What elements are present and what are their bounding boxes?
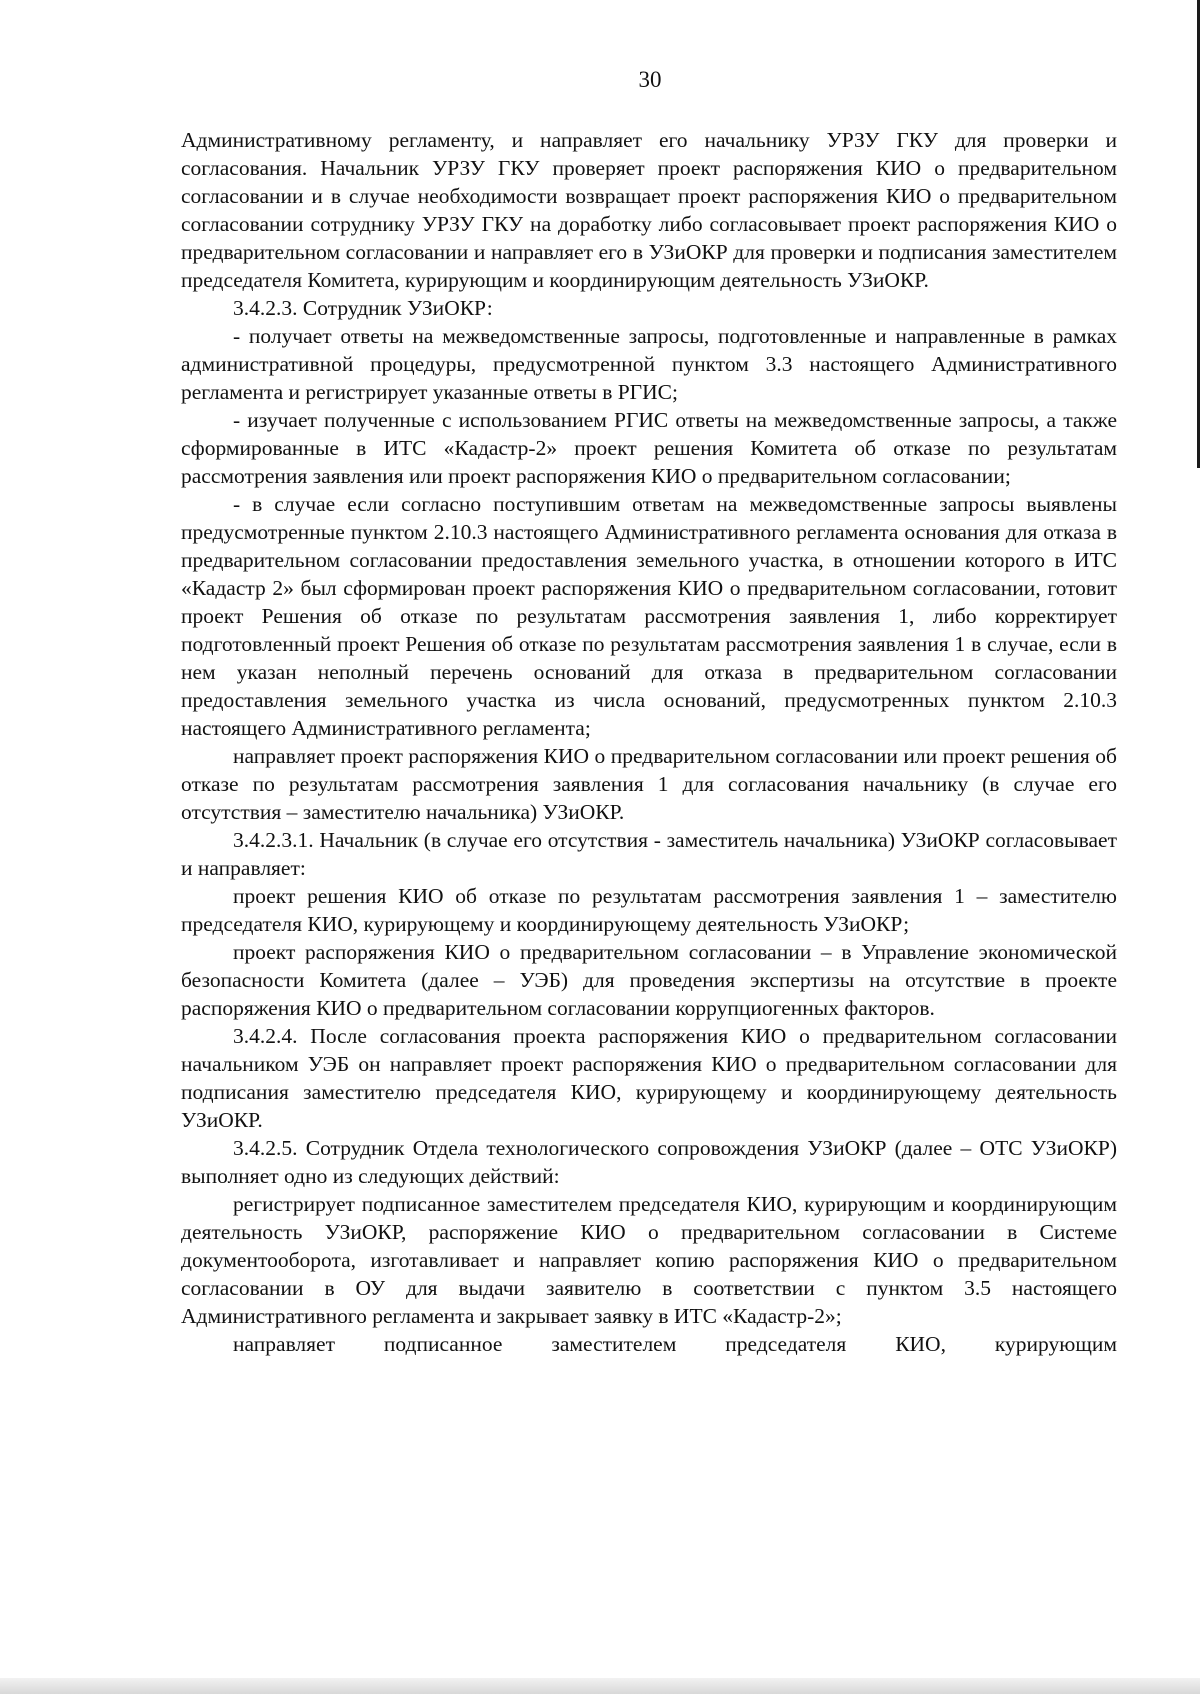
paragraph-studies-answers: - изучает полученные с использованием РГИС ответы на межведомственные запросы, а также сформированные в ИТС «Кадастр-2» проект решения Комитета об отказе по результатам рассмотрения заявления или проект распоряжения КИО о предварительном согласовании;: [181, 408, 1117, 488]
paragraph-section-3-4-2-5: 3.4.2.5. Сотрудник Отдела технологического сопровождения УЗиОКР (далее – ОТС УЗиОКР) выполняет одно из следующих действий:: [181, 1136, 1117, 1188]
paragraph-receives-answers: - получает ответы на межведомственные запросы, подготовленные и направленные в рамках административной процедуры, предусмотренной пунктом 3.3 настоящего Административного регламента и регистрирует указанные ответы в РГИС;: [181, 324, 1117, 404]
paragraph-sends-signed: направляет подписанное заместителем председателя КИО, курирующим: [233, 1332, 1117, 1356]
paragraph-sends-project: направляет проект распоряжения КИО о предварительном согласовании или проект решения об отказе по результатам рассмотрения заявления 1 для согласования начальнику (в случае его отсутствия – заместителю начальника) УЗиОКР.: [181, 744, 1117, 824]
paragraph-section-3-4-2-3-1: 3.4.2.3.1. Начальник (в случае его отсутствия - заместитель начальника) УЗиОКР согласовывает и направляет:: [181, 828, 1117, 880]
paragraph-section-3-4-2-4: 3.4.2.4. После согласования проекта распоряжения КИО о предварительном согласовании начальником УЭБ он направляет проект распоряжения КИО о предварительном согласовании для подписания заместителю председателя КИО, курирующему и координирующему деятельность УЗиОКР.: [181, 1024, 1117, 1132]
paragraph-refusal-grounds: - в случае если согласно поступившим ответам на межведомственные запросы выявлены предусмотренные пунктом 2.10.3 настоящего Административного регламента основания для отказа в предварительном согласовании предоставления земельного участка, в отношении которого в ИТС «Кадастр 2» был сформирован проект распоряжения КИО о предварительном согласовании, готовит проект Решения об отказе по результатам рассмотрения заявления 1, либо корректирует подготовленный проект Решения об отказе по результатам рассмотрения заявления 1 в случае, если в нем указан неполный перечень оснований для отказа в предварительном согласовании предоставления земельного участка из числа оснований, предусмотренных пунктом 2.10.3 настоящего Административного регламента;: [181, 492, 1117, 740]
document-body: [181, 126, 1117, 1358]
scan-bottom-edge: [0, 1678, 1200, 1694]
paragraph-continuation: Административному регламенту, и направляет его начальнику УРЗУ ГКУ для проверки и согласования. Начальник УРЗУ ГКУ проверяет проект распоряжения КИО о предварительном согласовании и в случае необходимости возвращает проект распоряжения КИО о предварительном согласовании сотруднику УРЗУ ГКУ на доработку либо согласовывает проект распоряжения КИО о предварительном согласовании и направляет его в УЗиОКР для проверки и подписания заместителем председателя Комитета, курирующим и координирующим деятельность УЗиОКР.: [181, 128, 1117, 292]
page-number: 30: [638, 67, 662, 92]
paragraph-section-3-4-2-3: 3.4.2.3. Сотрудник УЗиОКР:: [233, 296, 493, 320]
paragraph-order-to-ueb: проект распоряжения КИО о предварительном согласовании – в Управление экономической безопасности Комитета (далее – УЭБ) для проведения экспертизы на отсутствие в проекте распоряжения КИО о предварительном согласовании коррупциогенных факторов.: [181, 940, 1117, 1020]
paragraph-registers-order: регистрирует подписанное заместителем председателя КИО, курирующим и координирующим деятельность УЗиОКР, распоряжение КИО о предварительном согласовании в Системе документооборота, изготавливает и направляет копию распоряжения КИО о предварительном согласовании в ОУ для выдачи заявителю в соответствии с пунктом 3.5 настоящего Административного регламента и закрывает заявку в ИТС «Кадастр-2»;: [181, 1192, 1117, 1328]
paragraph-refusal-decision: проект решения КИО об отказе по результатам рассмотрения заявления 1 – заместителю председателя КИО, курирующему и координирующему деятельность УЗиОКР;: [181, 884, 1117, 936]
